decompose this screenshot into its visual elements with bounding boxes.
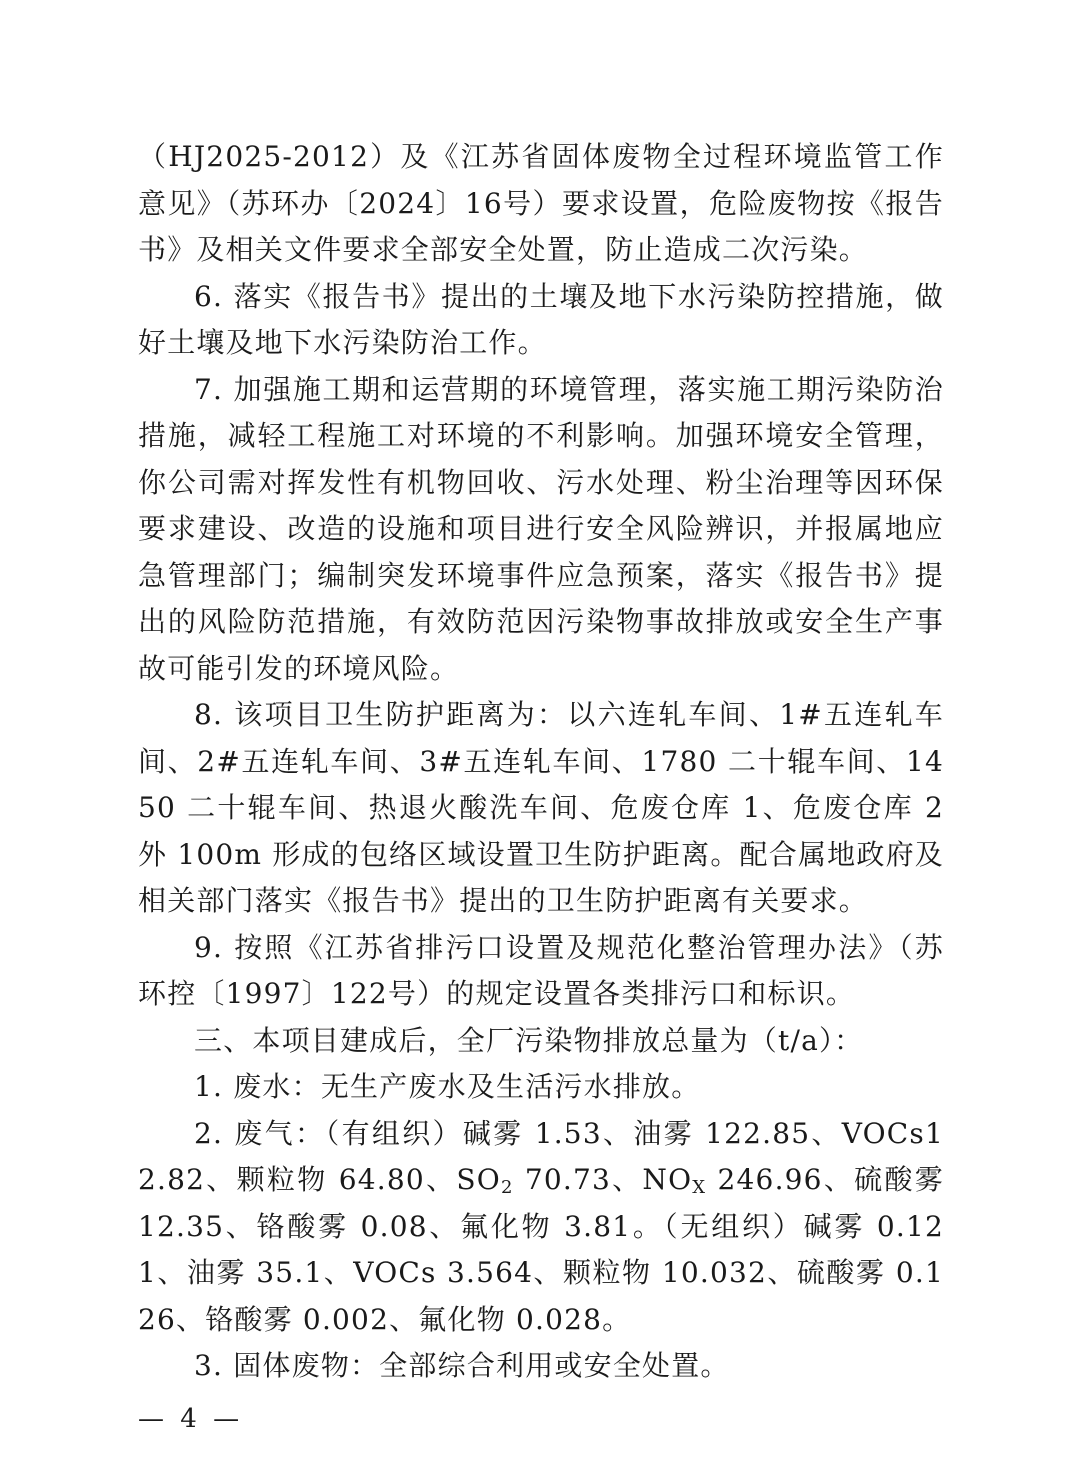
- paragraph-waste-gas: [138, 1111, 944, 1344]
- so2-subscript: 2: [500, 1177, 514, 1198]
- paragraph-section-3-emission-totals: 三、本项目建成后，全厂污染物排放总量为（t/a）：: [194, 1023, 864, 1057]
- paragraph-item-6-soil-groundwater: 6. 落实《报告书》提出的土壤及地下水污染防控措施，做好土壤及地下水污染防治工作。: [138, 279, 944, 359]
- paragraph-solid-waste-storage: （HJ2025-2012）及《江苏省固体废物全过程环境监管工作意见》（苏环办〔2024〕16号）要求设置，危险废物按《报告书》及相关文件要求全部安全处置，防止造成二次污染。: [138, 140, 944, 266]
- waste-gas-text-part-1: 2. 废气：（有组织）碱雾 1.53、油雾 122.85、VOCs12.82、颗粒物 64.80、SO: [138, 1116, 944, 1196]
- paragraph-solid-waste: 3. 固体废物：全部综合利用或安全处置。: [194, 1349, 730, 1382]
- waste-gas-text-part-2: 70.73、NO: [513, 1163, 693, 1196]
- nox-subscript: X: [692, 1177, 707, 1198]
- document-body: [138, 134, 944, 1390]
- paragraph-item-8-health-protection-distance: 8. 该项目卫生防护距离为：以六连轧车间、1#五连轧车间、2#五连轧车间、3#五连轧车间、1780 二十辊车间、1450 二十辊车间、热退火酸洗车间、危废仓库 1、危废仓库 2 外 100m 形成的包络区域设置卫生防护距离。配合属地政府及相关部门落实《报告书》提出的卫生防护距离有关要求。: [138, 698, 944, 917]
- page-number: — 4 —: [138, 1404, 244, 1434]
- waste-gas-text-part-3: 246.96、硫酸雾 12.35、铬酸雾 0.08、氟化物 3.81。（无组织）碱雾 0.121、油雾 35.1、VOCs 3.564、颗粒物 10.032、硫酸雾 0.126、铬酸雾 0.002、氟化物 0.028。: [138, 1163, 944, 1336]
- paragraph-wastewater: 1. 废水：无生产废水及生活污水排放。: [194, 1070, 701, 1103]
- paragraph-item-7-environmental-management: 7. 加强施工期和运营期的环境管理，落实施工期污染防治措施，减轻工程施工对环境的不利影响。加强环境安全管理，你公司需对挥发性有机物回收、污水处理、粉尘治理等因环保要求建设、改造的设施和项目进行安全风险辨识，并报属地应急管理部门；编制突发环境事件应急预案，落实《报告书》提出的风险防范措施，有效防范因污染物事故排放或安全生产事故可能引发的环境风险。: [138, 372, 944, 685]
- paragraph-item-9-discharge-outlets: 9. 按照《江苏省排污口设置及规范化整治管理办法》（苏环控〔1997〕122号）的规定设置各类排污口和标识。: [138, 930, 944, 1010]
